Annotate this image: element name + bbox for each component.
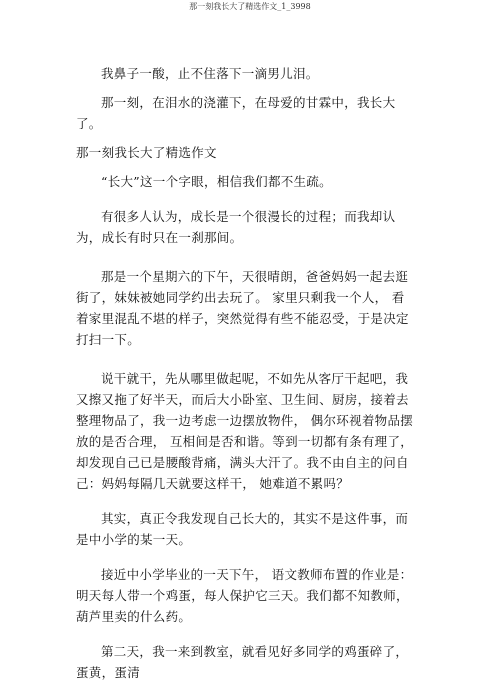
paragraph-1: 我鼻子一酸，止不住落下一滴男儿泪。 <box>101 66 319 81</box>
paragraph-8: 接近中小学毕业的一天下午， 语文教师布置的作业是： 明天每人带一个鸡蛋，每人保护它三天。我们都不知教师，葫芦里卖的什么药。 <box>76 567 413 624</box>
essay-title: 那一刻我长大了精选作文 <box>76 145 217 160</box>
document-header-title: 那一刻我长大了精选作文_1_3998 <box>189 2 311 11</box>
paragraph-2: 那一刻，在泪水的浇灌下，在母爱的甘霖中，我长大了。 <box>76 95 396 131</box>
paragraph-7: 其实，真正令我发现自己长大的，其实不是这件事，而是中小学的某一天。 <box>76 511 409 547</box>
document-body <box>76 63 416 683</box>
paragraph-4: 有很多人认为，成长是一个很漫长的过程；而我却认为，成长有时只在一刹那间。 <box>76 209 396 245</box>
paragraph-9: 第二天，我一来到教室，就看见好多同学的鸡蛋碎了，蛋黄，蛋清 <box>76 644 409 680</box>
paragraph-3: “长大”这一个字眼，相信我们都不生疏。 <box>101 174 332 189</box>
paragraph-6: 说干就干，先从哪里做起呢，不如先从客厅干起吧，我又擦又拖了好半天，而后大小卧室、卫生间、厨房，接着去整理物品了，我一边考虑一边摆放物件， 偶尔环视着物品摆放的是否合理， 互相间是否和谐。等到一切都有条有理了，却发现自己已是腰酸背痛，满头大汗了。我不由自主的问自己：妈妈每隔几天就要这样干， 她难道不累吗？ <box>76 371 414 491</box>
paragraph-5: 那是一个星期六的下午，天很晴朗，爸爸妈妈一起去逛街了，妹妹被她同学约出去玩了。 家里只剩我一个人， 看着家里混乱不堪的样子，突然觉得有些不能忍受，于是决定打扫一下。 <box>76 269 409 347</box>
